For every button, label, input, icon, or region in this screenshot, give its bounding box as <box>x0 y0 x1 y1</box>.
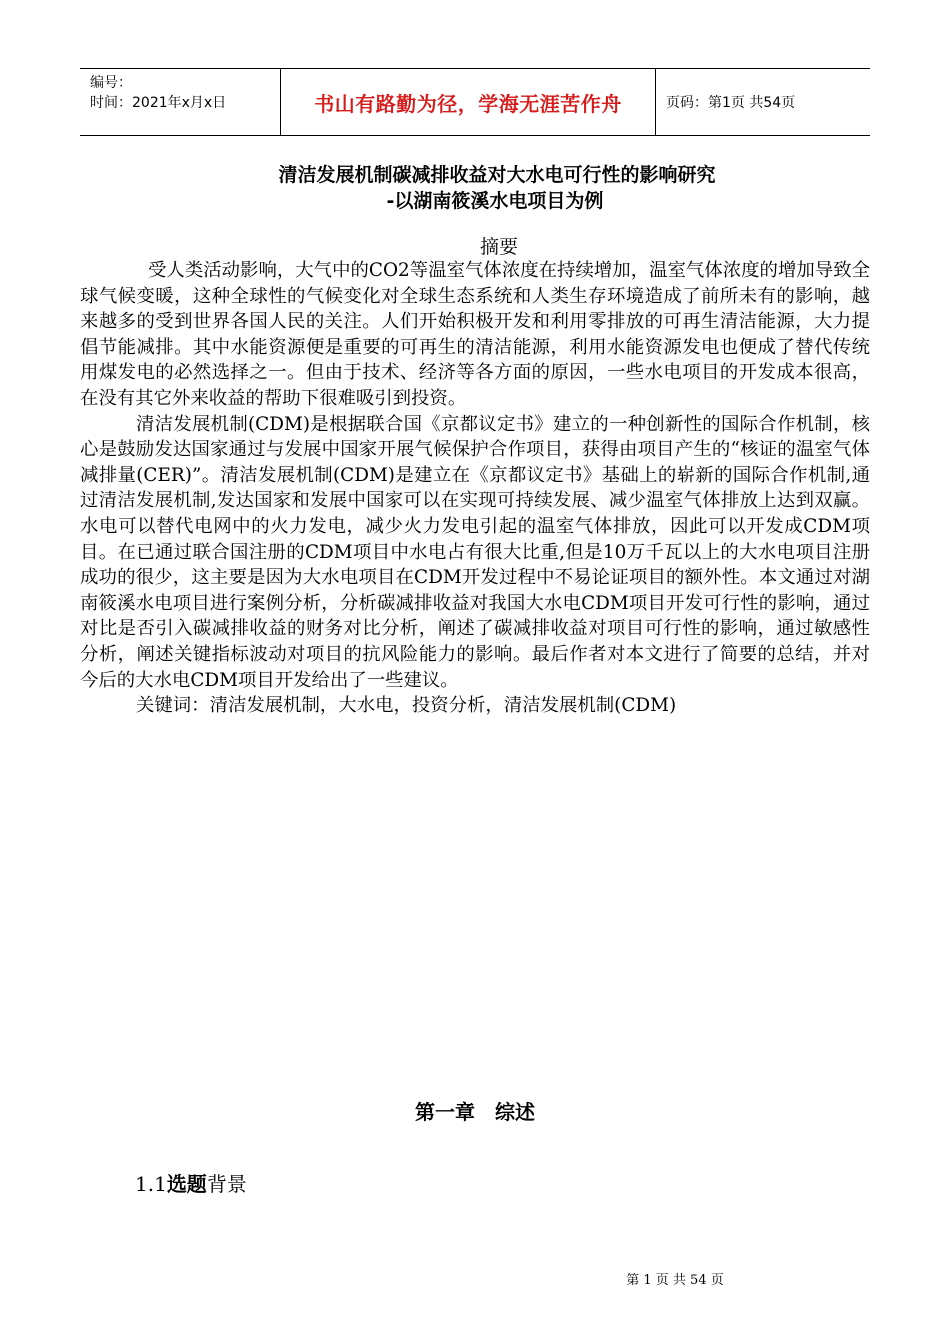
header-page-info: 页码：第1页 共54页 <box>666 95 796 111</box>
page-footer: 第 1 页 共 54 页 <box>626 1273 724 1288</box>
document-title: 清洁发展机制碳减排收益对大水电可行性的影响研究 <box>278 164 716 186</box>
header-motto: 书山有路勤为径，学海无涯苦作舟 <box>280 69 656 135</box>
section-heading <box>135 1168 247 1197</box>
section-title-rest: 背景 <box>206 1172 247 1196</box>
header-meta <box>80 69 280 135</box>
abstract-heading: 摘要 <box>479 236 518 258</box>
abstract-body <box>80 258 870 719</box>
header-table <box>80 68 870 136</box>
section-title-bold: 选题 <box>166 1172 207 1196</box>
time-label: 时间：2021年x月x日 <box>90 95 227 111</box>
abstract-paragraph-1: 受人类活动影响，大气中的CO2等温室气体浓度在持续增加，温室气体浓度的增加导致全球气候变暖，这种全球性的气候变化对全球生态系统和人类生存环境造成了前所未有的影响，越来越多的受到世界各国人民的关注。人们开始积极开发和利用零排放的可再生清洁能源，大力提倡节能减排。其中水能资源便是重要的可再生的清洁能源，利用水能资源发电也便成了替代传统用煤发电的必然选择之一。但由于技术、经济等各方面的原因，一些水电项目的开发成本很高，在没有其它外来收益的帮助下很难吸引到投资。 <box>80 260 870 409</box>
keywords: 关键词：清洁发展机制，大水电，投资分析，清洁发展机制(CDM) <box>136 695 677 717</box>
abstract-paragraph-2: 清洁发展机制(CDM)是根据联合国《京都议定书》建立的一种创新性的国际合作机制，核心是鼓励发达国家通过与发展中国家开展气候保护合作项目，获得由项目产生的“核证的温室气体减排量(CER)”。清洁发展机制(CDM)是建立在《京都议定书》基础上的崭新的国际合作机制,通过清洁发展机制,发达国家和发展中国家可以在实现可持续发展、减少温室气体排放上达到双赢。水电可以替代电网中的火力发电，减少火力发电引起的温室气体排放，因此可以开发成CDM项目。在已通过联合国注册的CDM项目中水电占有很大比重,但是10万千瓦以上的大水电项目注册成功的很少，这主要是因为大水电项目在CDM开发过程中不易论证项目的额外性。本文通过对湖南筱溪水电项目进行案例分析，分析碳减排收益对我国大水电CDM项目开发可行性的影响，通过对比是否引入碳减排收益的财务对比分析，阐述了碳减排收益对项目可行性的影响，通过敏感性分析，阐述关键指标波动对项目的抗风险能力的影响。最后作者对本文进行了简要的总结，并对今后的大水电CDM项目开发给出了一些建议。 <box>80 413 870 691</box>
document-subtitle: -以湖南筱溪水电项目为例 <box>386 190 604 212</box>
section-number: 1.1 <box>135 1172 167 1196</box>
number-label: 编号： <box>90 75 132 91</box>
chapter-title: 第一章 综述 <box>415 1100 535 1124</box>
